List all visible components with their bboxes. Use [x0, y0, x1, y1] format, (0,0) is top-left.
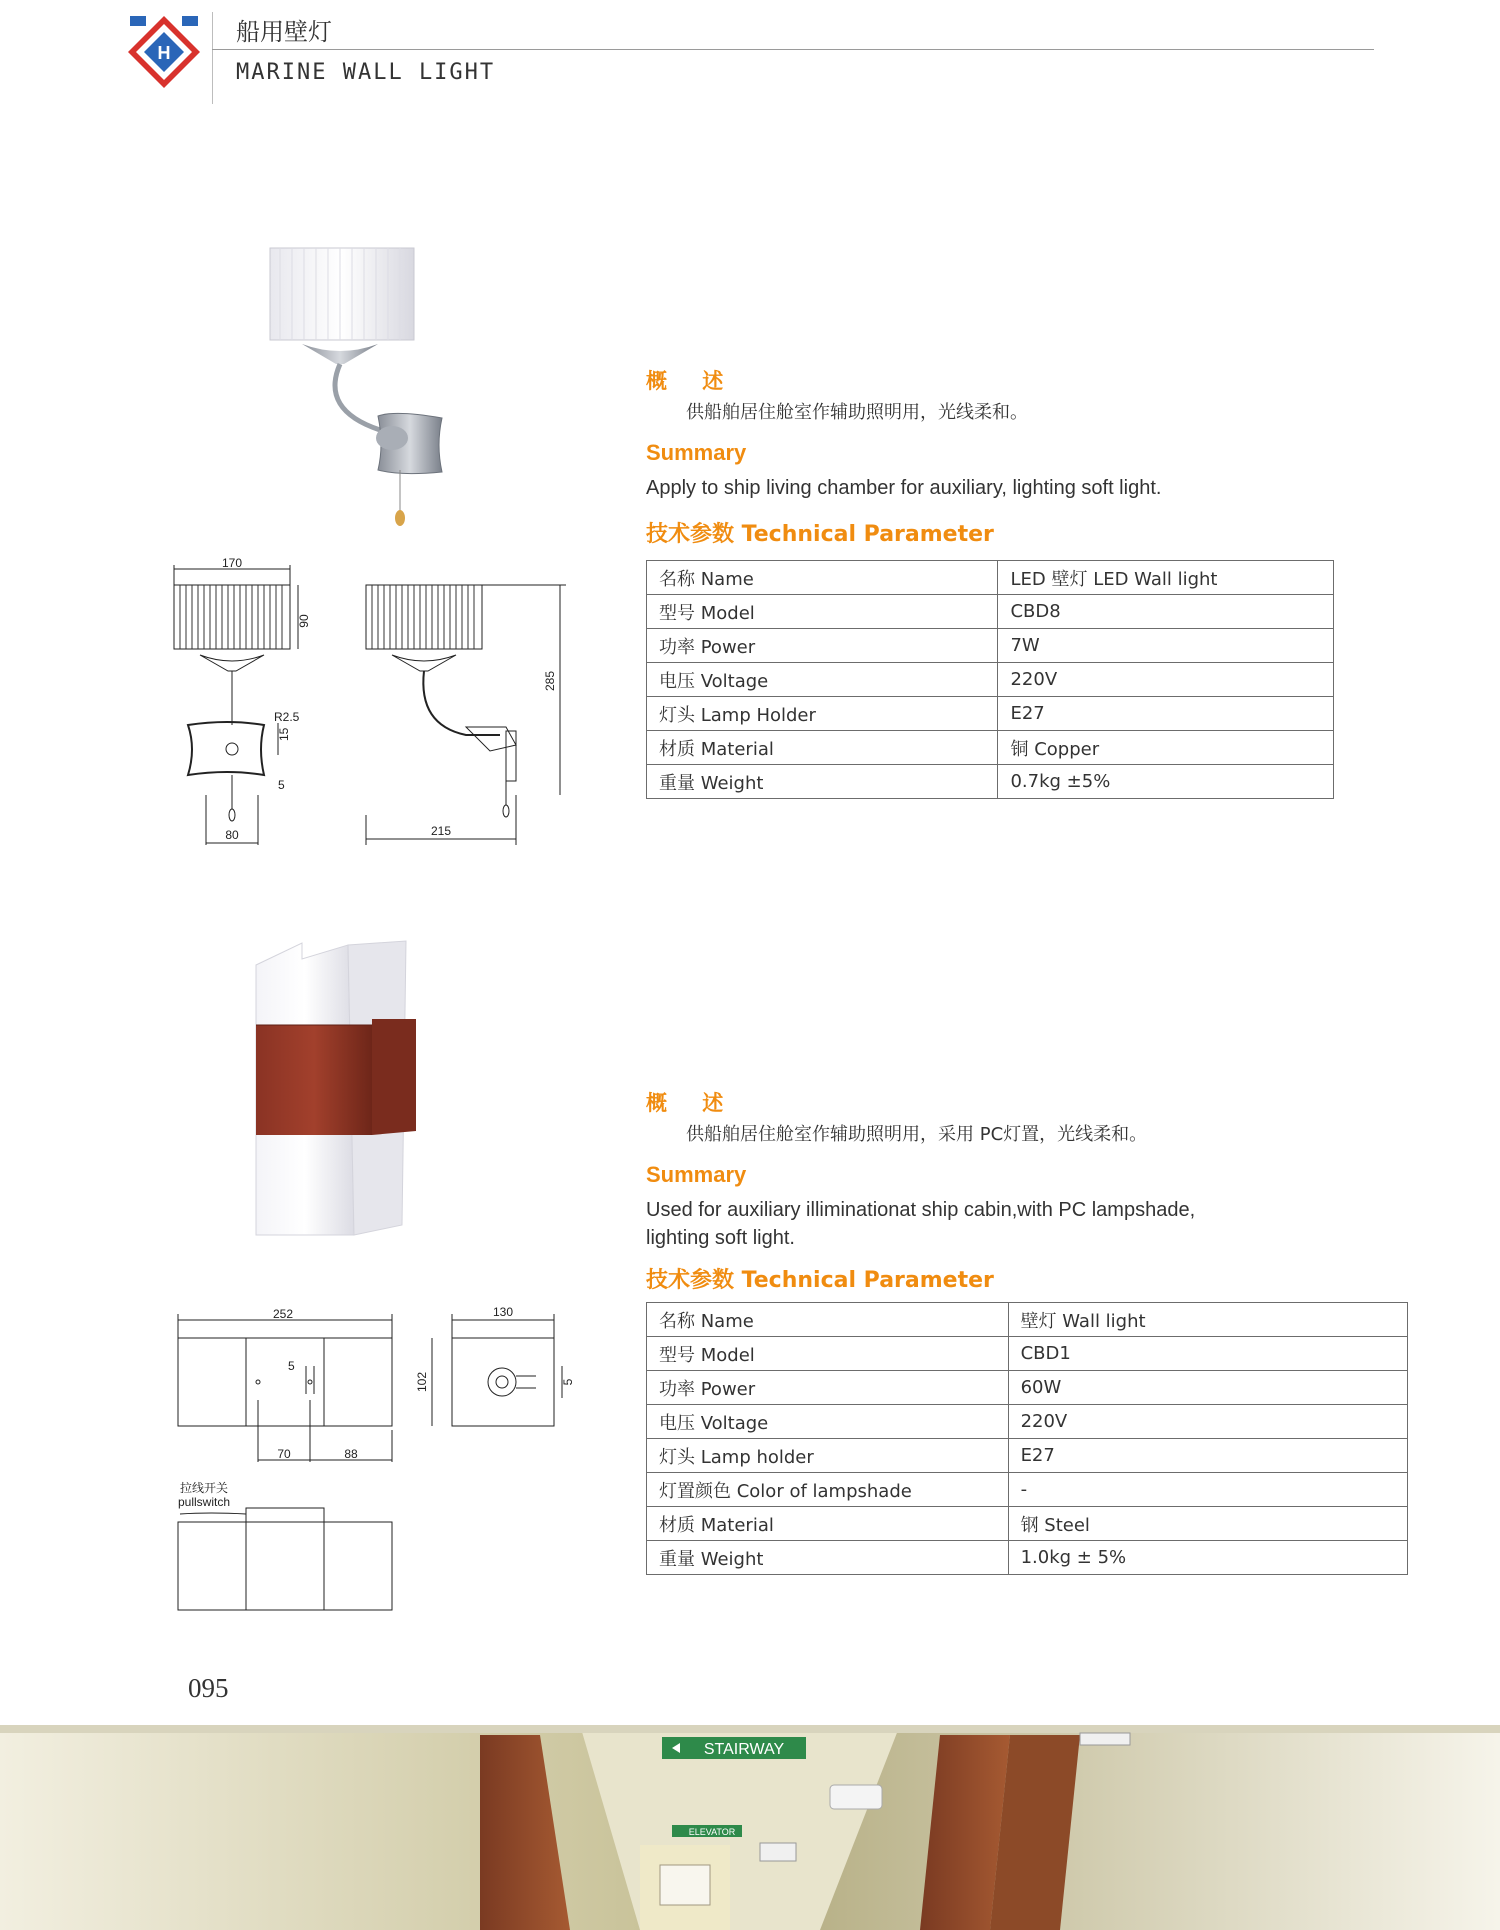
table-row: [647, 1337, 1408, 1371]
table-cell: 灯头 Lamp Holder: [647, 697, 998, 731]
dim-88: 88: [344, 1447, 358, 1461]
page-title-cn: 船用壁灯: [236, 18, 332, 46]
table-cell: 功率 Power: [647, 629, 998, 663]
product-2-summary-line2: lighting soft light.: [646, 1227, 795, 1249]
header-divider-vertical: [212, 12, 213, 104]
table-cell: 灯头 Lamp holder: [647, 1439, 1009, 1473]
table-cell: -: [1008, 1473, 1407, 1507]
table-row: [647, 765, 1334, 799]
product-1-summary-text: Apply to ship living chamber for auxiliary, lighting soft light.: [646, 477, 1162, 499]
table-row: [647, 1439, 1408, 1473]
product-1-overview-heading: 概 述: [646, 369, 738, 393]
table-cell: 1.0kg ± 5%: [1008, 1541, 1407, 1575]
table-row: [647, 663, 1334, 697]
header-divider-horizontal: [212, 49, 1374, 50]
product-2-photo: [250, 935, 430, 1245]
dim-r25: R2.5: [274, 710, 300, 724]
table-row: [647, 1405, 1408, 1439]
dim-252: 252: [272, 1307, 294, 1321]
table-cell: 灯置颜色 Color of lampshade: [647, 1473, 1009, 1507]
product-1-technical-drawing: [160, 555, 580, 850]
stairway-sign: STAIRWAY: [703, 1741, 785, 1758]
table-row: [647, 1371, 1408, 1405]
table-cell: 材质 Material: [647, 731, 998, 765]
table-row: [647, 1541, 1408, 1575]
table-cell: E27: [1008, 1439, 1407, 1473]
product-2-overview-heading: 概 述: [646, 1091, 738, 1115]
table-cell: 重量 Weight: [647, 765, 998, 799]
table-cell: LED 壁灯 LED Wall light: [998, 561, 1334, 595]
product-2-overview-text: 供船舶居住舱室作辅助照明用，采用 PC灯置，光线柔和。: [686, 1124, 1148, 1145]
table-cell: 电压 Voltage: [647, 663, 998, 697]
pullswitch-label-cn: 拉线开关: [180, 1481, 229, 1495]
table-cell: CBD8: [998, 595, 1334, 629]
elevator-sign: ELEVATOR: [688, 1827, 736, 1837]
table-cell: 功率 Power: [647, 1371, 1009, 1405]
table-cell: 220V: [998, 663, 1334, 697]
table-cell: 材质 Material: [647, 1507, 1009, 1541]
table-cell: 壁灯 Wall light: [1008, 1303, 1407, 1337]
table-row: [647, 629, 1334, 663]
table-cell: 铜 Copper: [998, 731, 1334, 765]
corridor-photo: [0, 1725, 1500, 1930]
dim-130: 130: [492, 1305, 514, 1319]
table-cell: 名称 Name: [647, 1303, 1009, 1337]
table-row: [647, 561, 1334, 595]
dim-285: 285: [543, 670, 557, 692]
product-2-summary-line1: Used for auxiliary illiminationat ship cabin,with PC lampshade,: [646, 1199, 1196, 1221]
table-cell: 220V: [1008, 1405, 1407, 1439]
table-cell: 电压 Voltage: [647, 1405, 1009, 1439]
company-logo: [126, 14, 202, 90]
table-row: [647, 1473, 1408, 1507]
dim-170: 170: [221, 556, 243, 570]
dim-70: 70: [277, 1447, 291, 1461]
product-2-spec-table: [646, 1302, 1408, 1575]
table-row: [647, 595, 1334, 629]
product-1-overview-text: 供船舶居住舱室作辅助照明用，光线柔和。: [686, 402, 1028, 423]
table-cell: 重量 Weight: [647, 1541, 1009, 1575]
table-cell: E27: [998, 697, 1334, 731]
product-1-tech-heading: 技术参数 Technical Parameter: [646, 522, 994, 547]
dim-90: 90: [297, 614, 311, 628]
product-2-summary-heading: Summary: [646, 1162, 747, 1187]
table-row: [647, 1303, 1408, 1337]
dim-5b: 5: [561, 1378, 575, 1386]
dim-215: 215: [430, 824, 452, 838]
product-2-technical-drawing: [170, 1300, 590, 1620]
logo-letter: H: [157, 43, 171, 63]
product-1-spec-table: [646, 560, 1334, 799]
table-cell: 名称 Name: [647, 561, 998, 595]
page-number: 095: [188, 1673, 229, 1703]
dim-5: 5: [278, 778, 285, 792]
table-cell: 型号 Model: [647, 595, 998, 629]
product-1-summary-heading: Summary: [646, 440, 747, 465]
pullswitch-label-en: pullswitch: [178, 1495, 231, 1509]
product-1-photo: [260, 240, 460, 540]
table-row: [647, 731, 1334, 765]
table-cell: 钢 Steel: [1008, 1507, 1407, 1541]
table-row: [647, 1507, 1408, 1541]
table-row: [647, 697, 1334, 731]
table-cell: CBD1: [1008, 1337, 1407, 1371]
dim-15: 15: [277, 727, 291, 741]
table-cell: 0.7kg ±5%: [998, 765, 1334, 799]
dim-80: 80: [225, 828, 239, 842]
dim-5: 5: [288, 1359, 295, 1373]
page-title-en: MARINE WALL LIGHT: [236, 60, 496, 85]
table-cell: 型号 Model: [647, 1337, 1009, 1371]
product-2-tech-heading: 技术参数 Technical Parameter: [646, 1268, 994, 1293]
dim-102: 102: [415, 1371, 429, 1393]
table-cell: 7W: [998, 629, 1334, 663]
table-cell: 60W: [1008, 1371, 1407, 1405]
